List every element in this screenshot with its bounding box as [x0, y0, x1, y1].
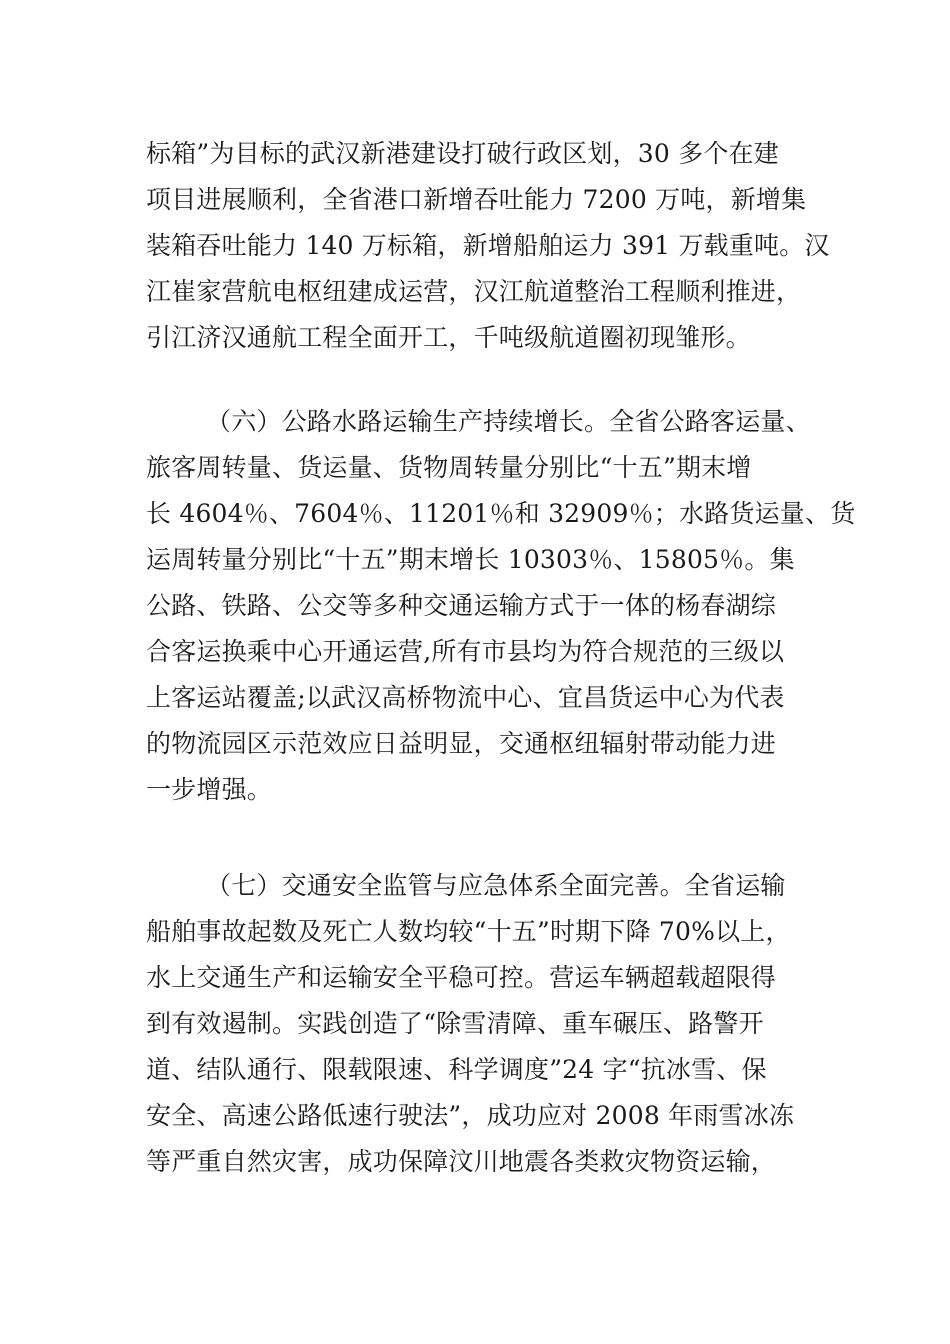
text-line: 等严重自然灾害，成功保障汶川地震各类救灾物资运输， — [146, 1147, 777, 1176]
text-line: 到有效遏制。实践创造了“除雪清障、重车碾压、路警开 — [146, 1009, 764, 1038]
paragraph-ports-and-waterways — [146, 131, 830, 361]
text-line: 标箱”为目标的武汉新港建设打破行政区划，30 多个在建 — [146, 139, 779, 168]
paragraph-transport-growth — [146, 399, 856, 813]
text-line: 的物流园区示范效应日益明显，交通枢纽辐射带动能力进 — [146, 729, 777, 758]
text-line: 旅客周转量、货运量、货物周转量分别比“十五”期末增 — [146, 453, 752, 482]
text-line: （七）交通安全监管与应急体系全面完善。全省运输 — [206, 871, 786, 900]
text-line: 上客运站覆盖;以武汉高桥物流中心、宜昌货运中心为代表 — [146, 683, 785, 712]
text-line: 安全、高速公路低速行驶法”，成功应对 2008 年雨雪冰冻 — [146, 1101, 795, 1130]
text-line: （六）公路水路运输生产持续增长。全省公路客运量、 — [206, 407, 811, 436]
text-line: 项目进展顺利，全省港口新增吞吐能力 7200 万吨，新增集 — [146, 185, 807, 214]
paragraph-safety-and-emergency — [146, 863, 806, 1185]
text-line: 合客运换乘中心开通运营,所有市县均为符合规范的三级以 — [146, 637, 785, 666]
text-line: 运周转量分别比“十五”期末增长 10303％、15805％。集 — [146, 545, 795, 574]
text-line: 船舶事故起数及死亡人数均较“十五”时期下降 70%以上， — [146, 917, 791, 946]
text-line: 江崔家营航电枢纽建成运营，汉江航道整治工程顺利推进， — [146, 277, 802, 306]
text-line: 道、结队通行、限载限速、科学调度”24 字“抗冰雪、保 — [146, 1055, 767, 1084]
text-line: 公路、铁路、公交等多种交通运输方式于一体的杨春湖综 — [146, 591, 777, 620]
text-line: 一步增强。 — [146, 775, 273, 804]
text-line: 长 4604％、7604％、11201％和 32909％；水路货运量、货 — [146, 499, 856, 528]
text-line: 引江济汉通航工程全面开工，千吨级航道圈初现雏形。 — [146, 323, 751, 352]
text-line: 装箱吞吐能力 140 万标箱，新增船舶运力 391 万载重吨。汉 — [146, 231, 830, 260]
text-line: 水上交通生产和运输安全平稳可控。营运车辆超载超限得 — [146, 963, 777, 992]
